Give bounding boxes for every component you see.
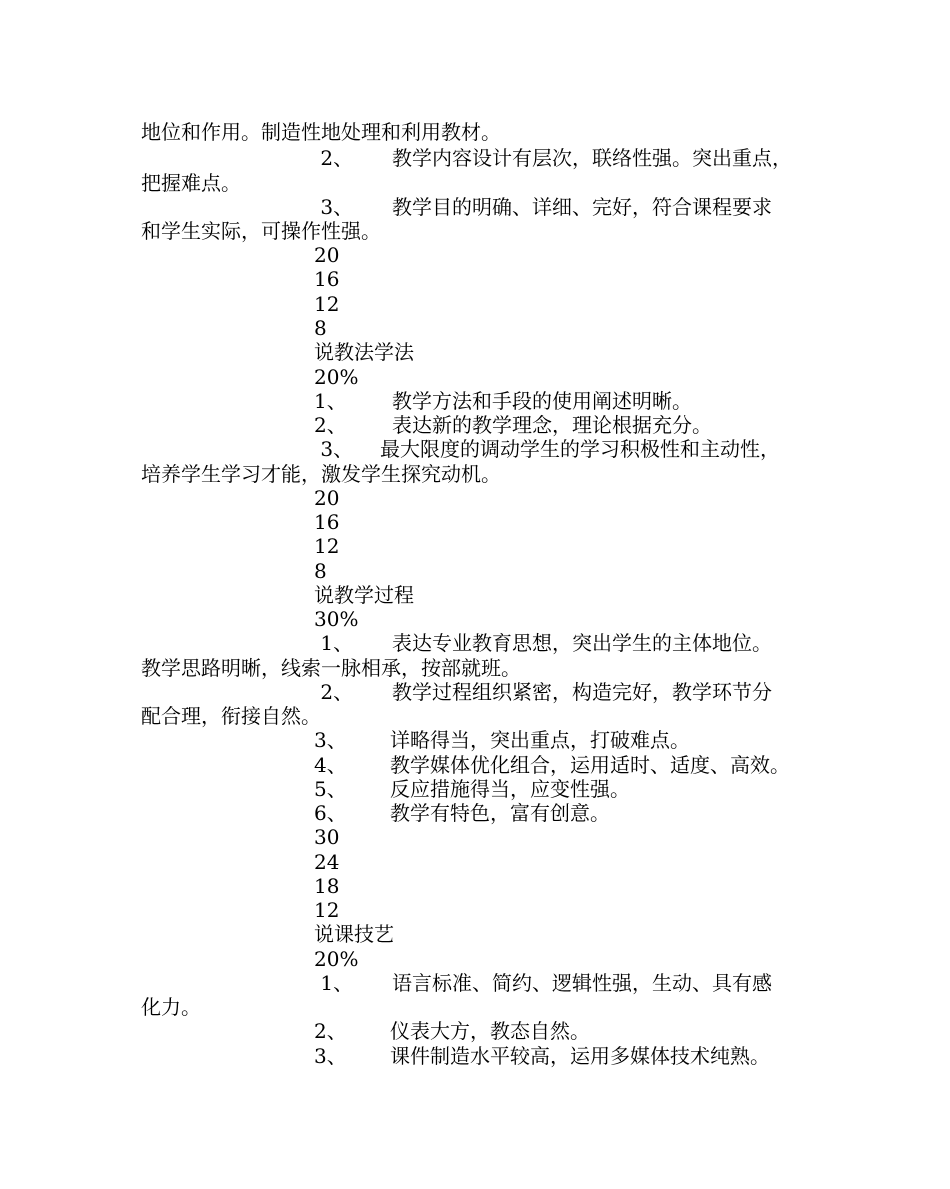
list-number: 2、 [314,413,347,437]
list-item [314,1044,770,1068]
list-item [314,777,630,801]
score-value: 24 [314,850,340,874]
list-number: 1、 [314,971,354,995]
score-value: 20 [314,486,340,510]
list-text: 课件制造水平较高，运用多媒体技术纯熟。 [390,1044,770,1068]
list-text: 教学内容设计有层次，联络性强。突出重点， [392,146,792,170]
list-item [314,195,772,219]
list-number: 2、 [314,680,354,704]
list-item [314,728,690,752]
list-text: 反应措施得当，应变性强。 [390,777,630,801]
list-number: 1、 [314,631,354,655]
list-text: 教学方法和手段的使用阐述明晰。 [392,389,692,413]
list-number: 5、 [314,777,347,801]
list-text: 仪表大方，教态自然。 [390,1019,590,1043]
list-text: 教学过程组织紧密，构造完好，教学环节分 [392,680,772,704]
text-line: 教学思路明晰，线索一脉相承，按部就班。 [141,656,521,680]
list-item [314,801,610,825]
list-item [314,1019,590,1043]
text-line: 地位和作用。制造性地处理和利用教材。 [141,120,501,144]
score-value: 12 [314,898,340,922]
list-number: 2、 [314,1019,347,1043]
section-title: 说教法学法 [314,340,414,364]
list-number: 4、 [314,753,347,777]
list-number: 6、 [314,801,347,825]
section-weight: 20% [314,365,359,389]
score-value: 18 [314,874,340,898]
list-number: 3、 [314,195,354,219]
section-title: 说课技艺 [314,922,394,946]
list-number: 3、 [314,437,354,461]
score-value: 12 [314,292,340,316]
list-text: 表达新的教学理念，理论根据充分。 [392,413,712,437]
section-weight: 30% [314,607,359,631]
score-value: 12 [314,534,340,558]
list-item [314,753,790,777]
score-value: 30 [314,825,340,849]
list-item [314,413,712,437]
list-number: 3、 [314,728,347,752]
list-number: 1、 [314,389,347,413]
list-item [314,631,772,655]
section-weight: 20% [314,947,359,971]
text-line: 培养学生学习才能，激发学生探究动机。 [141,462,501,486]
list-item [314,146,792,170]
section-title: 说教学过程 [314,583,414,607]
list-text: 教学媒体优化组合，运用适时、适度、高效。 [390,753,790,777]
list-number: 2、 [314,146,354,170]
list-text: 语言标准、简约、逻辑性强，生动、具有感 [392,971,772,995]
list-item [314,680,772,704]
list-text: 最大限度的调动学生的学习积极性和主动性， [380,437,780,461]
list-text: 详略得当，突出重点，打破难点。 [390,728,690,752]
score-value: 16 [314,510,340,534]
list-number: 3、 [314,1044,347,1068]
text-line: 和学生实际，可操作性强。 [141,219,381,243]
text-line: 化力。 [141,995,201,1019]
list-item [314,437,780,461]
score-value: 20 [314,243,340,267]
list-text: 表达专业教育思想，突出学生的主体地位。 [392,631,772,655]
score-value: 8 [314,559,327,583]
list-item [314,389,692,413]
text-line: 把握难点。 [141,171,241,195]
list-text: 教学目的明确、详细、完好，符合课程要求 [392,195,772,219]
score-value: 8 [314,316,327,340]
score-value: 16 [314,267,340,291]
list-item [314,971,772,995]
text-line: 配合理，衔接自然。 [141,704,321,728]
list-text: 教学有特色，富有创意。 [390,801,610,825]
